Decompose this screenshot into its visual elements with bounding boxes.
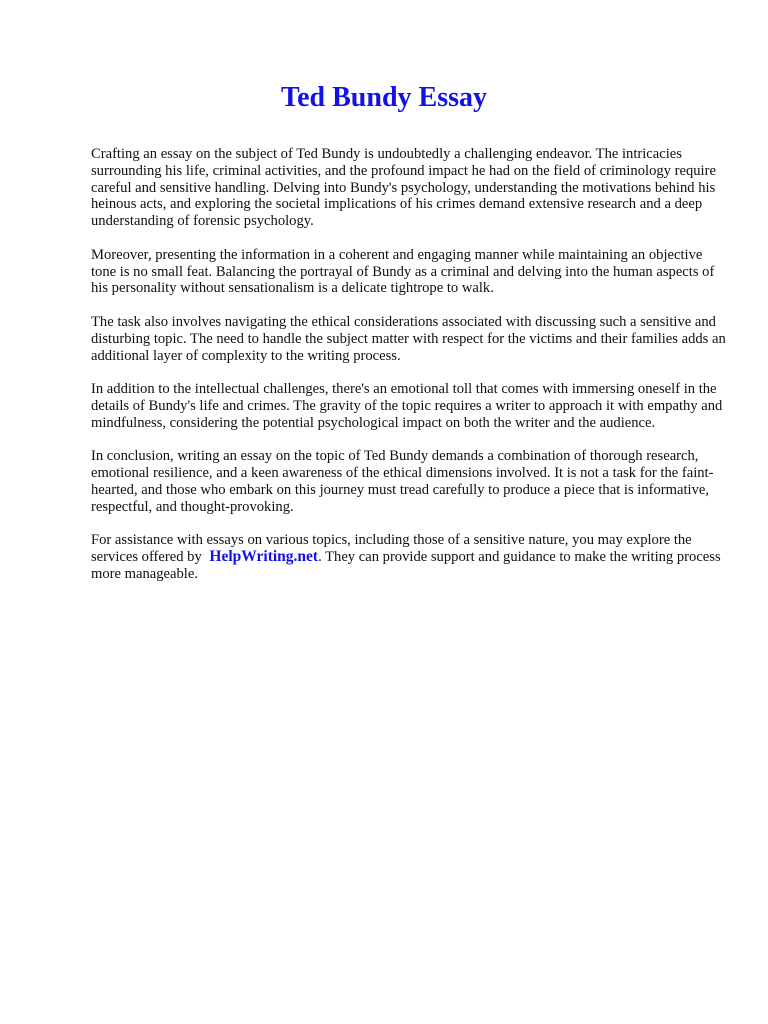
paragraph-3: The task also involves navigating the ethical considerations associated with discussing such a sensitive and disturbing topic. The need to handle the subject matter with respect for the victims and their families adds an additional layer of complexity to the writing process. [91, 313, 726, 364]
helpwriting-link[interactable]: HelpWriting.net [209, 548, 319, 566]
document-title: Ted Bundy Essay [281, 82, 487, 113]
paragraph-1: Crafting an essay on the subject of Ted Bundy is undoubtedly a challenging endeavor. The intricacies surrounding his life, criminal activities, and the profound impact he had on the field of criminology require careful and sensitive handling. Delving into Bundy's psychology, understanding the motivations behind his heinous acts, and exploring the societal implications of his crimes demand extensive research and a deep understanding of forensic psychology. [91, 146, 716, 230]
paragraph-4: In addition to the intellectual challenges, there's an emotional toll that comes with immersing oneself in the details of Bundy's life and crimes. The gravity of the topic requires a writer to approach it with empathy and mindfulness, considering the potential psychological impact on both the writer and the audience. [91, 381, 723, 431]
paragraph-6 [91, 532, 731, 582]
essay-body [91, 146, 731, 600]
paragraph-5: In conclusion, writing an essay on the topic of Ted Bundy demands a combination of thorough research, emotional resilience, and a keen awareness of the ethical dimensions involved. It is not a task for the faint-hearted, and those who embark on this journey must tread carefully to produce a piece that is informative, respectful, and thought-provoking. [91, 448, 714, 515]
paragraph-6-text-after-link: . They can provide support and guidance to make the writing process more manageable. [91, 549, 721, 582]
paragraph-6-text-before-link: For assistance with essays on various topics, including those of a sensitive nature, you may explore the services offered by [91, 532, 692, 566]
paragraph-2: Moreover, presenting the information in a coherent and engaging manner while maintaining an objective tone is no small feat. Balancing the portrayal of Bundy as a criminal and delving into the human aspects of his personality without sensationalism is a delicate tightrope to walk. [91, 246, 715, 297]
